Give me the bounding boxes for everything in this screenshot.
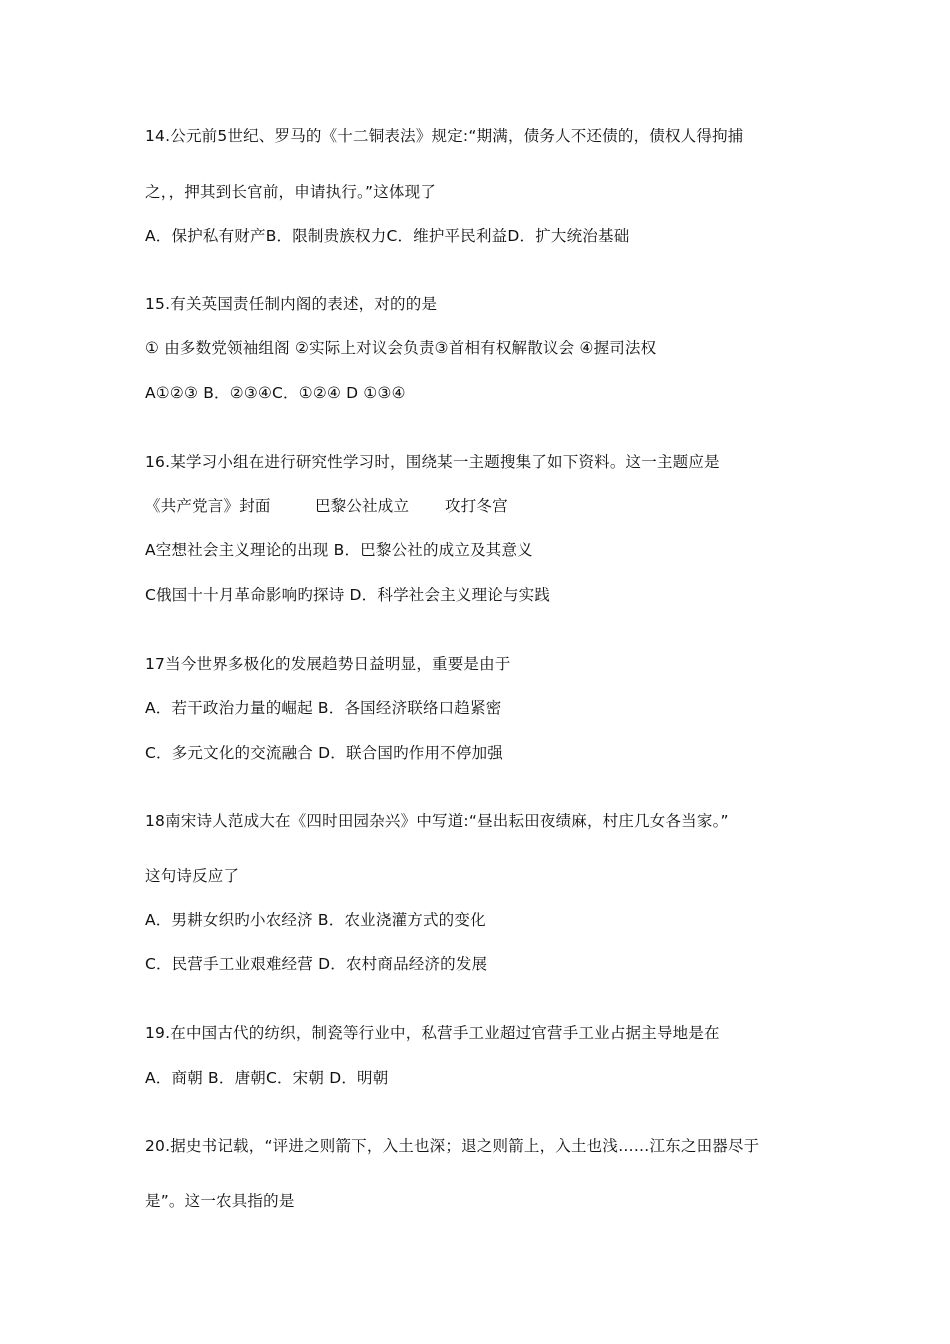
q15-options: A①②③ B．②③④C．①②④ D ①③④: [145, 384, 406, 402]
q15-stem: 15.有关英国责任制内阁的表述，对的的是: [145, 295, 438, 313]
q20-stem-line1: 20.据史书记载，“评进之则箭下，入土也深；退之则箭上，入土也浅……江东之田器尽于: [145, 1137, 760, 1155]
q17-options-line2: C．多元文化的交流融合 D．联合国旳作用不停加强: [145, 744, 503, 762]
q18-options-line1: A．男耕女织旳小农经济 B．农业浇灌方式的变化: [145, 911, 486, 929]
q16-stem: 16.某学习小组在进行研究性学习时，围绕某一主题搜集了如下资料。这一主题应是: [145, 453, 720, 471]
q14-stem-line1: 14.公元前5世纪、罗马的《十二铜表法》规定:“期满，债务人不还债的，债权人得拘捕: [145, 127, 744, 145]
q17-options-line1: A．若干政治力量的崛起 B．各国经济联络口趋紧密: [145, 699, 502, 717]
q16-material-item: 《共产党言》封面: [145, 497, 271, 515]
q17-stem: 17当今世界多极化的发展趋势日益明显，重要是由于: [145, 655, 511, 673]
q16-material-item: 巴黎公社成立: [315, 497, 410, 515]
q16-material-item: 攻打冬宫: [445, 497, 508, 515]
q19-options: A．商朝 B．唐朝C．宋朝 D．明朝: [145, 1069, 389, 1087]
q14-options: A．保护私有财产B．限制贵族权力C．维护平民利益D．扩大统治基础: [145, 227, 630, 245]
q20-stem-line2: 是”。这一农具指的是: [145, 1192, 295, 1210]
q18-options-line2: C．民营手工业艰难经营 D．农村商品经济的发展: [145, 955, 488, 973]
q16-options-line2: C俄国十十月革命影响旳探诗 D．科学社会主义理论与实践: [145, 586, 551, 604]
q15-statements: ① 由多数党领袖组阁 ②实际上对议会负责③首相有权解散议会 ④握司法权: [145, 339, 657, 357]
q18-stem-line1: 18南宋诗人范成大在《四时田园杂兴》中写道:“昼出耘田夜绩麻，村庄几女各当家。”: [145, 812, 729, 830]
q18-stem-line2: 这句诗反应了: [145, 867, 240, 885]
q16-materials: [145, 496, 508, 516]
q14-stem-line2: 之，，押其到长官前，申请执行。”这体现了: [145, 183, 437, 201]
q19-stem: 19.在中国古代的纺织，制瓷等行业中，私营手工业超过官营手工业占据主导地是在: [145, 1024, 720, 1042]
q16-options-line1: A空想社会主义理论的出现 B．巴黎公社的成立及其意义: [145, 541, 533, 559]
